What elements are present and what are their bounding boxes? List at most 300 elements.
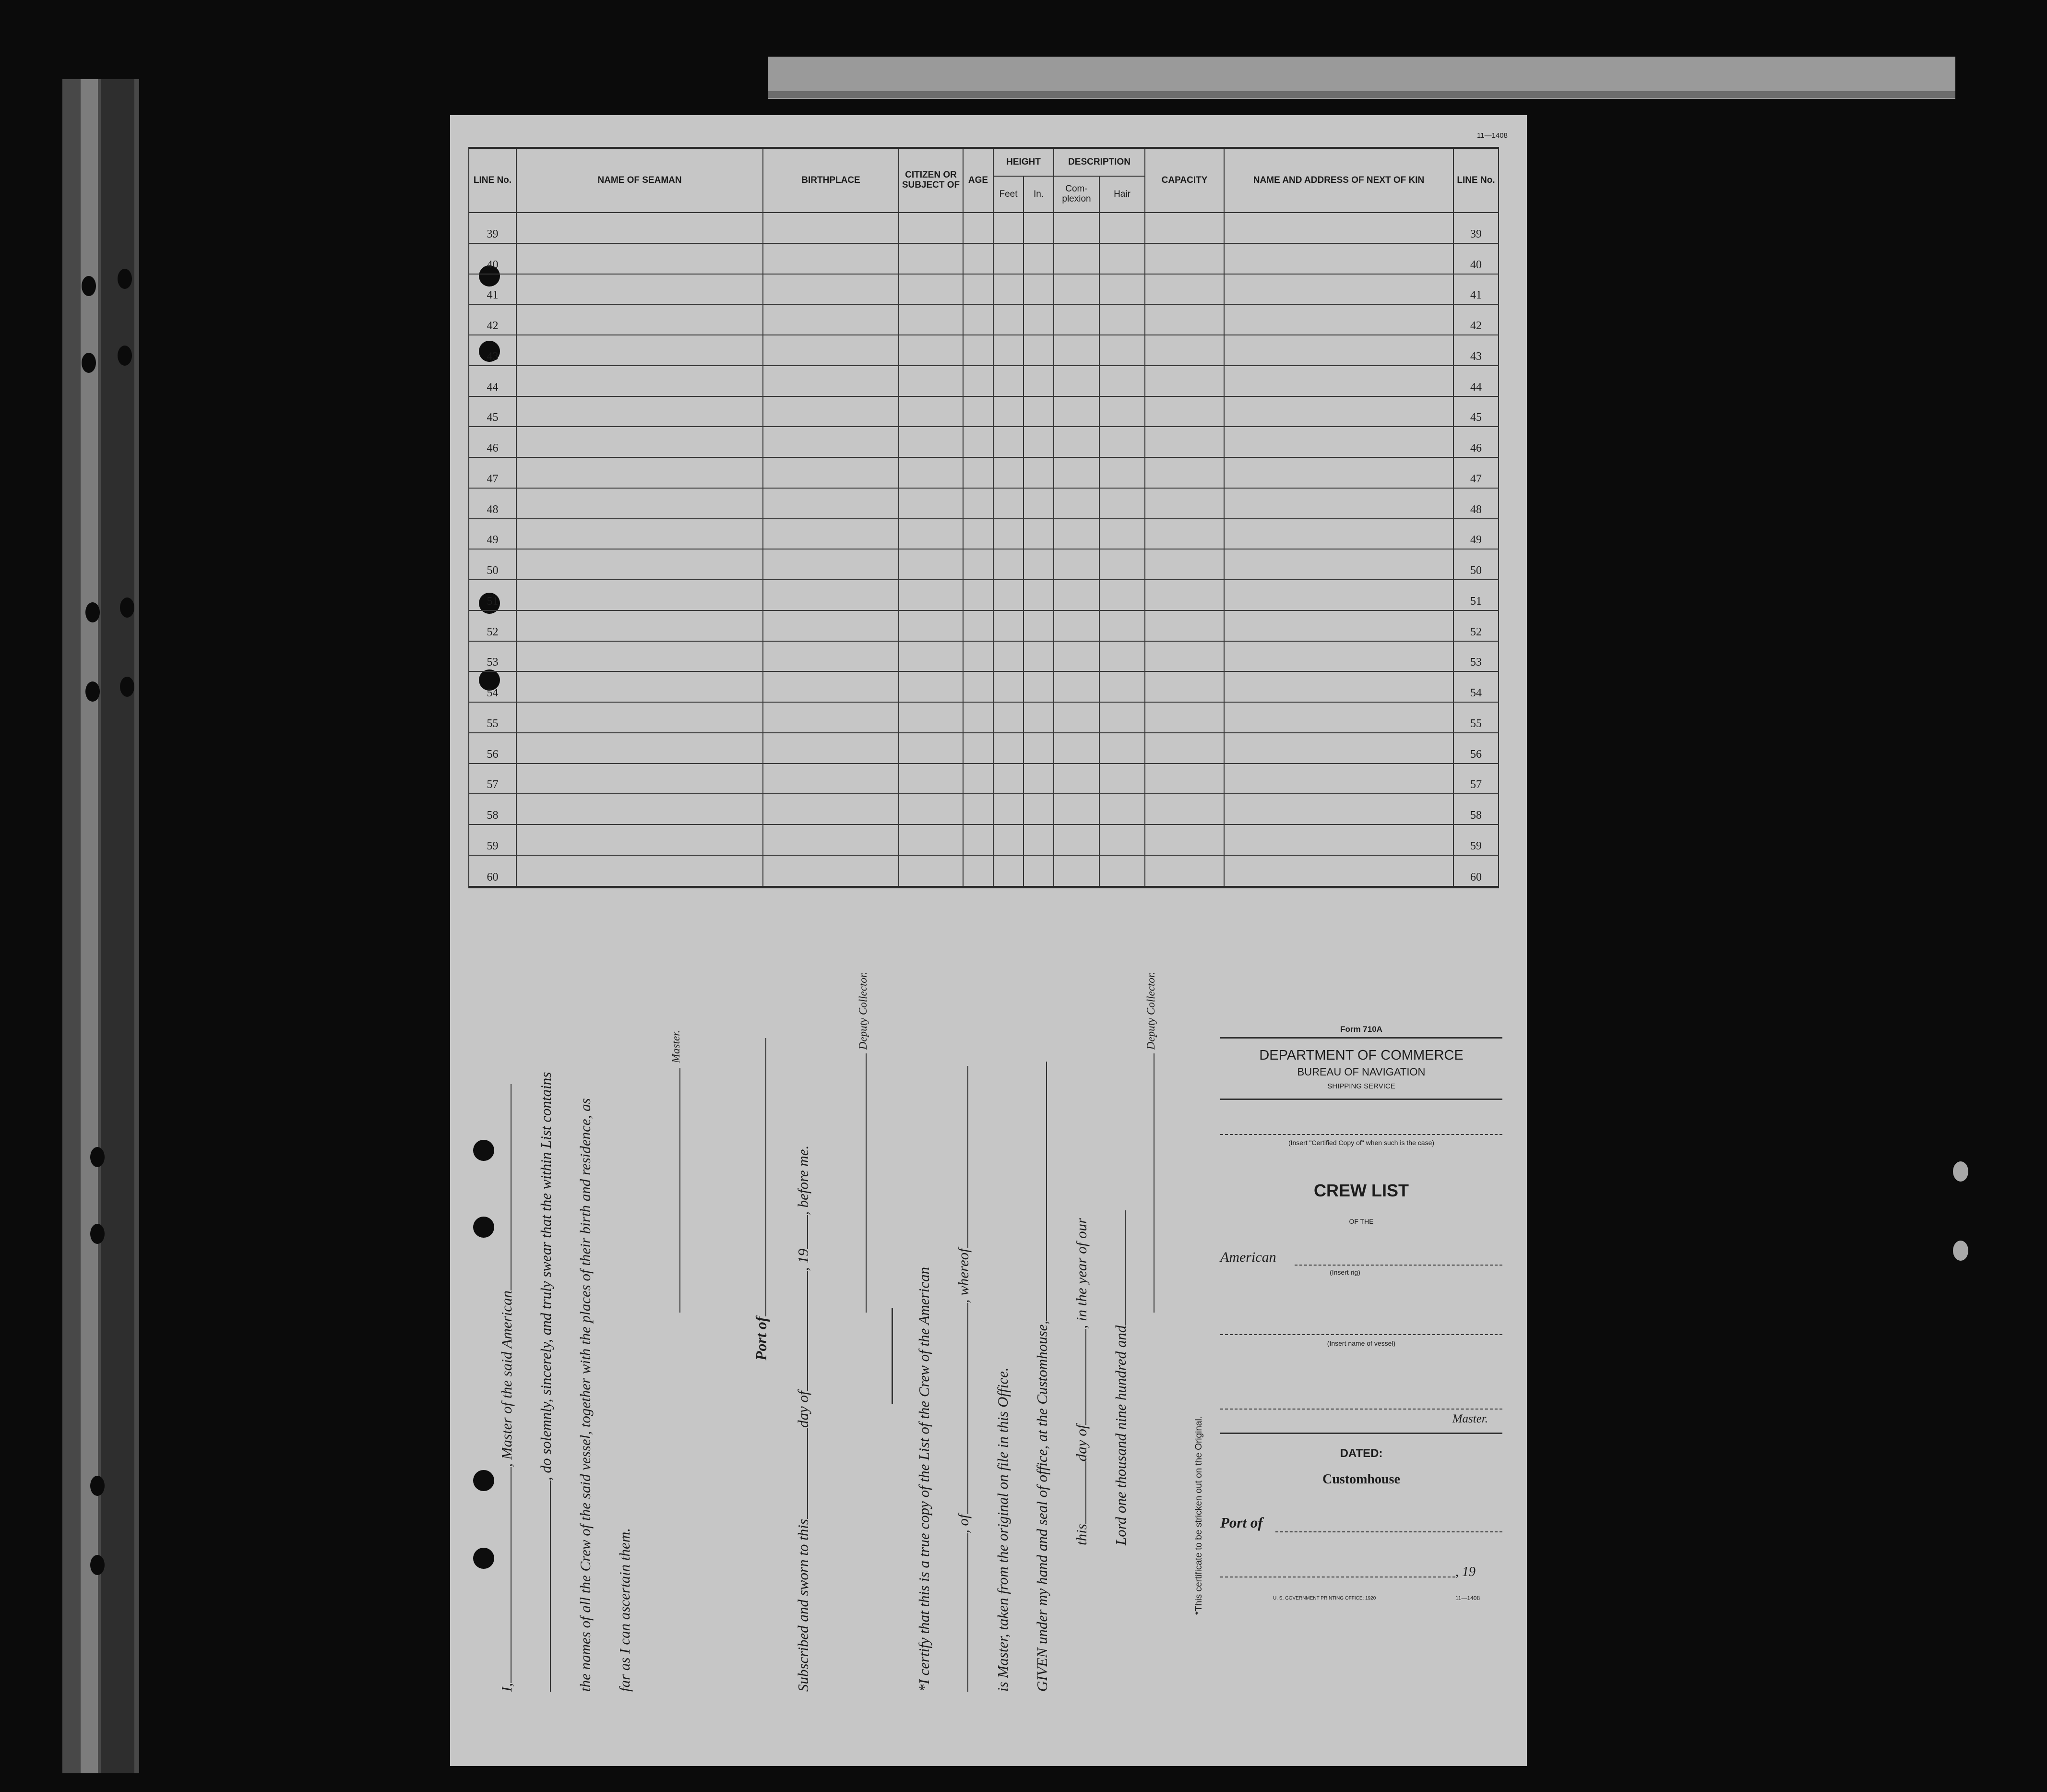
blank-cell [899,641,963,672]
blank-cell [1099,671,1145,702]
deputy-collector-2: Deputy Collector. [1141,972,1158,1313]
blank-cell [899,824,963,855]
certify-line: *I certify that this is a true copy of the List of the Crew of the American [916,1266,932,1692]
header-height: HEIGHT [993,148,1054,176]
table-row [469,274,1499,305]
line-number: 56 [469,733,516,764]
blank-cell [899,335,963,366]
blank-cell [1224,733,1453,764]
blank-cell [1054,427,1099,457]
insert-certified-caption: (Insert "Certified Copy of" when such is the case) [1288,1139,1435,1147]
binder-hole [120,677,134,697]
blank-cell [1099,549,1145,580]
blank-cell [1099,396,1145,427]
of-line: , of, whereof [955,1066,972,1692]
oath-line-2: , do solemnly, sincerely, and truly swear that the within List contains [537,1072,555,1692]
cover-american: American [1220,1249,1276,1265]
blank-cell [516,519,763,550]
blank-cell [899,427,963,457]
blank-cell [1145,764,1224,794]
blank-cell [1224,427,1453,457]
binder-hole [85,602,100,622]
blank-cell [763,794,899,824]
blank-cell [763,519,899,550]
table-row [469,671,1499,702]
blank-cell [963,335,993,366]
blank-cell [1145,213,1224,243]
cover-customhouse: Customhouse [1322,1472,1400,1487]
blank-cell [1224,488,1453,519]
blank-cell [1054,335,1099,366]
line-number-right: 55 [1453,702,1499,733]
blank-cell [1145,641,1224,672]
binder-hole [82,353,96,373]
blank-cell [899,274,963,305]
blank-cell [1145,824,1224,855]
blank-cell [1054,396,1099,427]
blank-cell [963,457,993,488]
blank-cell [763,733,899,764]
blank-cell [1024,671,1054,702]
blank-cell [1054,855,1099,887]
blank-cell [516,764,763,794]
blank-cell [1224,855,1453,887]
blank-cell [993,702,1024,733]
blank-cell [763,610,899,641]
blank-cell [899,702,963,733]
blank-cell [1024,335,1054,366]
blank-cell [899,519,963,550]
line-number-right: 56 [1453,733,1499,764]
blank-cell [763,549,899,580]
blank-cell [516,274,763,305]
line-number-right: 50 [1453,549,1499,580]
line-number-right: 40 [1453,243,1499,274]
oath-block [474,972,1220,1692]
blank-cell [1099,427,1145,457]
scanner-mark [1953,1241,1968,1261]
blank-cell [1145,702,1224,733]
blank-cell [963,824,993,855]
cover-printer: U. S. GOVERNMENT PRINTING OFFICE: 1920 [1273,1596,1376,1601]
blank-cell [1054,274,1099,305]
blank-cell [516,213,763,243]
master-signature: Master. [667,1030,682,1313]
table-row [469,213,1499,243]
blank-cell [899,794,963,824]
line-number-right: 54 [1453,671,1499,702]
blank-cell [963,855,993,887]
header-feet: Feet [993,176,1024,213]
cover-service: SHIPPING SERVICE [1327,1082,1395,1090]
binder-hole [90,1476,105,1496]
blank-cell [1099,243,1145,274]
blank-cell [899,671,963,702]
blank-cell [963,213,993,243]
blank-cell [1099,641,1145,672]
blank-cell [1024,764,1054,794]
blank-cell [1054,764,1099,794]
header-name-of-seaman: NAME OF SEAMAN [516,148,763,213]
blank-cell [516,794,763,824]
cover-bureau: BUREAU OF NAVIGATION [1297,1066,1426,1078]
line-number-right: 45 [1453,396,1499,427]
blank-cell [516,580,763,610]
table-row [469,396,1499,427]
blank-cell [1024,427,1054,457]
table-row [469,733,1499,764]
table-row [469,641,1499,672]
binder-hole [85,681,100,702]
binder-hole [82,276,96,296]
binder-hole [90,1224,105,1244]
blank-cell [1224,824,1453,855]
binder-hole [90,1555,105,1575]
line-number-right: 49 [1453,519,1499,550]
line-number: 54 [469,671,516,702]
blank-cell [516,610,763,641]
blank-cell [1224,702,1453,733]
deputy-collector-1: Deputy Collector. [853,972,870,1313]
line-number: 50 [469,549,516,580]
blank-cell [993,671,1024,702]
line-number: 60 [469,855,516,887]
table-row [469,580,1499,610]
blank-cell [516,427,763,457]
cover-dated: DATED: [1340,1447,1383,1460]
oath-line-3: the names of all the Crew of the said vessel, together with the places of their birth and residence, as [577,1098,594,1692]
blank-cell [763,764,899,794]
blank-cell [1099,213,1145,243]
blank-cell [1145,610,1224,641]
blank-cell [1145,549,1224,580]
blank-cell [1145,733,1224,764]
binder-hole [120,597,134,618]
blank-cell [993,366,1024,396]
blank-cell [1145,243,1224,274]
scanner-strip-edge [768,91,1955,98]
blank-cell [1224,457,1453,488]
blank-cell [1224,243,1453,274]
header-capacity: CAPACITY [1145,148,1224,213]
blank-cell [899,549,963,580]
table-row [469,855,1499,887]
blank-cell [1145,396,1224,427]
blank-cell [1054,671,1099,702]
blank-cell [963,427,993,457]
table-row [469,702,1499,733]
blank-cell [763,702,899,733]
blank-cell [1054,243,1099,274]
blank-cell [1145,457,1224,488]
blank-cell [963,580,993,610]
blank-cell [993,457,1024,488]
table-row [469,335,1499,366]
binder-hole [118,346,132,366]
cover-dept: DEPARTMENT OF COMMERCE [1259,1048,1464,1063]
blank-cell [963,488,993,519]
blank-cell [993,274,1024,305]
lord-line: Lord one thousand nine hundred and [1112,1210,1130,1545]
blank-cell [993,488,1024,519]
blank-cell [1145,335,1224,366]
table-row [469,366,1499,396]
header-age: AGE [963,148,993,213]
blank-cell [516,243,763,274]
blank-cell [963,396,993,427]
oath-line-4: far as I can ascertain them. [616,1528,633,1692]
blank-cell [1024,549,1054,580]
blank-cell [963,764,993,794]
line-number: 57 [469,764,516,794]
table-row [469,764,1499,794]
blank-cell [963,304,993,335]
blank-cell [993,243,1024,274]
cover-form-no: Form 710A [1340,1025,1382,1034]
blank-cell [899,580,963,610]
blank-cell [899,213,963,243]
blank-cell [1224,366,1453,396]
blank-cell [763,213,899,243]
blank-cell [1024,794,1054,824]
header-hair: Hair [1099,176,1145,213]
blank-cell [899,457,963,488]
line-number: 46 [469,427,516,457]
blank-cell [516,702,763,733]
blank-cell [763,304,899,335]
blank-cell [763,855,899,887]
blank-cell [963,702,993,733]
blank-cell [516,855,763,887]
blank-cell [993,427,1024,457]
line-number: 41 [469,274,516,305]
blank-cell [899,304,963,335]
blank-cell [1099,488,1145,519]
table-row [469,519,1499,550]
blank-cell [963,610,993,641]
blank-cell [993,549,1024,580]
blank-cell [993,580,1024,610]
blank-cell [1099,274,1145,305]
line-number: 53 [469,641,516,672]
blank-cell [1224,641,1453,672]
line-number: 42 [469,304,516,335]
given-line: GIVEN under my hand and seal of office, at the Customhouse, [1034,1062,1051,1692]
blank-cell [963,549,993,580]
table-row [469,488,1499,519]
line-number: 49 [469,519,516,550]
scanner-mark [1953,1161,1968,1182]
blank-cell [993,764,1024,794]
blank-cell [1054,213,1099,243]
blank-cell [993,610,1024,641]
line-number-right: 46 [1453,427,1499,457]
line-number-right: 58 [1453,794,1499,824]
separator-rule [892,1308,893,1404]
blank-cell [763,335,899,366]
blank-cell [1224,335,1453,366]
form-code: 11—1408 [1477,131,1508,140]
blank-cell [1024,274,1054,305]
line-number: 55 [469,702,516,733]
line-number-right: 42 [1453,304,1499,335]
insert-name-caption: (Insert name of vessel) [1327,1339,1396,1347]
blank-cell [516,671,763,702]
blank-cell [963,366,993,396]
line-number-right: 59 [1453,824,1499,855]
line-number-right: 47 [1453,457,1499,488]
blank-cell [1024,580,1054,610]
binder-hole [90,1147,105,1167]
blank-cell [1145,304,1224,335]
table-row [469,824,1499,855]
table-row [469,243,1499,274]
this-day-line: thisday of, in the year of our [1073,1218,1090,1545]
line-number-right: 53 [1453,641,1499,672]
blank-cell [963,243,993,274]
blank-cell [993,396,1024,427]
blank-cell [516,549,763,580]
blank-cell [899,855,963,887]
blank-cell [1054,702,1099,733]
cover-year: , 19 [1455,1565,1476,1579]
insert-rig-caption: (Insert rig) [1330,1268,1360,1276]
blank-cell [763,366,899,396]
blank-cell [763,243,899,274]
blank-cell [516,824,763,855]
line-number: 44 [469,366,516,396]
blank-cell [1054,549,1099,580]
blank-cell [763,427,899,457]
blank-cell [1024,733,1054,764]
blank-cell [1024,641,1054,672]
blank-cell [1024,243,1054,274]
blank-cell [1024,366,1054,396]
blank-cell [1224,671,1453,702]
blank-cell [963,641,993,672]
header-line-no-right: LINE No. [1453,148,1499,213]
blank-cell [763,580,899,610]
header-complexion: Com-plexion [1054,176,1099,213]
line-number: 43 [469,335,516,366]
blank-cell [1099,457,1145,488]
blank-cell [1224,213,1453,243]
blank-cell [763,457,899,488]
blank-cell [1054,366,1099,396]
blank-cell [516,366,763,396]
binder-hole [118,269,132,289]
blank-cell [1099,855,1145,887]
blank-cell [963,519,993,550]
blank-cell [899,396,963,427]
oath-line-1: I,, Master of the said American [498,1084,515,1692]
blank-cell [993,304,1024,335]
blank-cell [1099,764,1145,794]
blank-cell [763,274,899,305]
blank-cell [1024,855,1054,887]
blank-cell [1145,794,1224,824]
line-number: 39 [469,213,516,243]
blank-cell [1024,213,1054,243]
blank-cell [1099,824,1145,855]
blank-cell [1145,366,1224,396]
blank-cell [1099,610,1145,641]
line-number: 51 [469,580,516,610]
port-of-line: Port of [752,1038,770,1361]
blank-cell [1099,366,1145,396]
footnote: *This certificate to be stricken out on the Original. [1194,1416,1204,1615]
blank-cell [516,304,763,335]
line-number-right: 43 [1453,335,1499,366]
blank-cell [1099,519,1145,550]
blank-cell [1224,304,1453,335]
blank-cell [516,733,763,764]
blank-cell [1145,855,1224,887]
header-next-of-kin: NAME AND ADDRESS OF NEXT OF KIN [1224,148,1453,213]
line-number: 59 [469,824,516,855]
blank-cell [899,366,963,396]
blank-cell [1024,488,1054,519]
line-number: 48 [469,488,516,519]
line-number-right: 57 [1453,764,1499,794]
crew-list-form [450,115,1527,1766]
blank-cell [1054,610,1099,641]
blank-cell [963,274,993,305]
line-number-right: 60 [1453,855,1499,887]
table-row [469,457,1499,488]
blank-cell [516,457,763,488]
blank-cell [1024,824,1054,855]
blank-cell [1099,794,1145,824]
cover-master: Master. [1452,1412,1488,1425]
blank-cell [763,396,899,427]
blank-cell [1024,304,1054,335]
blank-cell [1054,824,1099,855]
line-number-right: 39 [1453,213,1499,243]
blank-cell [1145,671,1224,702]
line-number: 45 [469,396,516,427]
blank-cell [1054,580,1099,610]
blank-cell [899,243,963,274]
cover-panel [1220,1025,1502,1713]
subscribed-line: Subscribed and sworn to thisday of, 19, before me. [795,1145,811,1692]
line-number-right: 41 [1453,274,1499,305]
blank-cell [1224,764,1453,794]
header-citizen: CITIZEN OR SUBJECT OF [899,148,963,213]
line-number: 52 [469,610,516,641]
cover-port-of: Port of [1220,1514,1263,1531]
line-number-right: 52 [1453,610,1499,641]
blank-cell [763,671,899,702]
blank-cell [993,824,1024,855]
blank-cell [1054,794,1099,824]
blank-cell [899,733,963,764]
blank-cell [1224,549,1453,580]
blank-cell [763,824,899,855]
line-number-right: 51 [1453,580,1499,610]
line-number: 47 [469,457,516,488]
blank-cell [1054,519,1099,550]
blank-cell [1054,457,1099,488]
blank-cell [516,396,763,427]
blank-cell [1099,580,1145,610]
blank-cell [1054,304,1099,335]
blank-cell [1145,580,1224,610]
header-birthplace: BIRTHPLACE [763,148,899,213]
binder-edge [62,79,139,1773]
blank-cell [1024,519,1054,550]
blank-cell [1054,733,1099,764]
